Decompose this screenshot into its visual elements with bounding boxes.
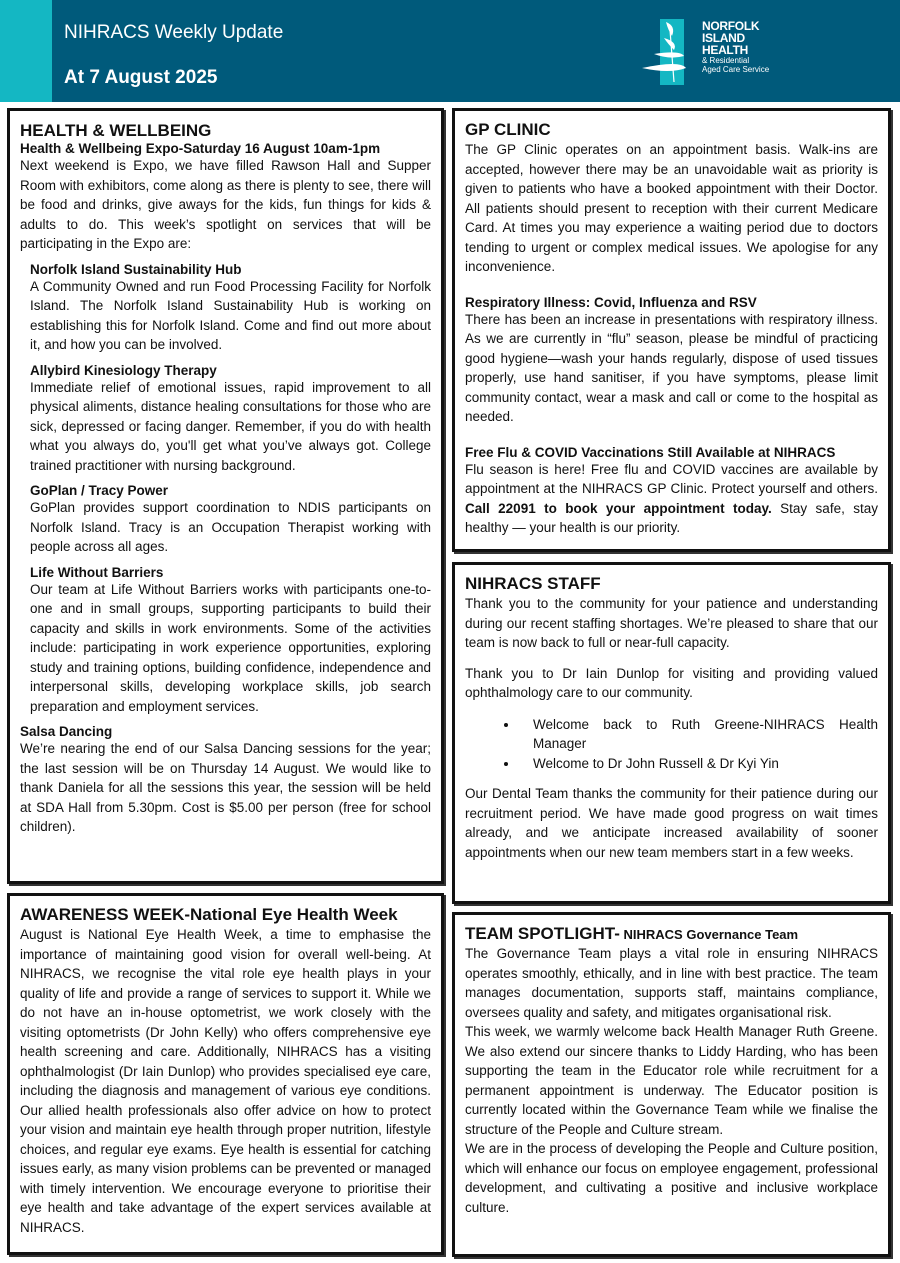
header-accent-bar bbox=[0, 0, 52, 102]
gp-intro: The GP Clinic operates on an appointment basis. Walk-ins are accepted, however there may be an unavoidable wait as priority is given to patients who have a booked appointment with their Doctor. All patients should present to reception with their current Medicare Card. At times you may experience a waiting period due to doctors tending to urgent or complex medical issues. We apologise for any inconvenience. bbox=[465, 142, 878, 274]
service-text: GoPlan provides support coordination to NDIS participants on Norfolk Island. Tracy is an Occupation Therapist working with people across all ages. bbox=[30, 500, 431, 554]
logo-mark-icon bbox=[640, 16, 700, 88]
section-heading: TEAM SPOTLIGHT- NIHRACS Governance Team bbox=[465, 924, 799, 943]
service-item bbox=[20, 483, 431, 557]
spotlight-para: This week, we warmly welcome back Health Manager Ruth Greene. We also extend our sincere thanks to Liddy Harding, who has been supporting the team in the Educator role while recruitment for a permanent appointment is underway. The Educator position is currently located within the Governance Team while we finalise the structure of the People and Culture stream. bbox=[465, 1024, 878, 1137]
respiratory-text: There has been an increase in presentations with respiratory illness. As we are currently in “flu” season, please be mindful of practicing good hygiene—wash your hands regularly, dispose of used tissues properly, use hand sanitiser, if you have symptoms, please limit community contact, wear a mask and call or come to the hospital as needed. bbox=[465, 311, 878, 424]
logo-wordmark: NORFOLK ISLAND HEALTH & Residential Aged Care Service bbox=[702, 19, 770, 74]
service-text: Immediate relief of emotional issues, rapid improvement to all physical aliments, distance healing consultations for those who are sick, depressed or facing danger. Remember, if you do with health what you always do, you'll get what you’ve always got. College trained practitioner with nursing background. bbox=[30, 379, 431, 473]
section-heading: HEALTH & WELLBEING bbox=[20, 121, 212, 140]
nihracs-staff-section bbox=[452, 562, 891, 904]
salsa-text: We’re nearing the end of our Salsa Dancing sessions for the year; the last session will be on Thursday 14 August. We would like to thank Daniela for all the sessions this year, the session will be held at SDA Hall from 5.30pm. Cost is $5.00 per person (free for school children). bbox=[20, 741, 431, 834]
service-text: Our team at Life Without Barriers works with participants one-to-one and in small groups, supporting participants to build their capacity and skills in work environments. Some of the activities include: participating in work experience opportunities, exploring study and training options, building confidence, independence and interpersonal skills, developing workplace skills, job search preparation and employment services. bbox=[30, 581, 431, 714]
vaccine-title: Free Flu & COVID Vaccinations Still Available at NIHRACS bbox=[465, 444, 836, 460]
service-title: GoPlan / Tracy Power bbox=[30, 483, 169, 498]
newsletter-date: At 7 August 2025 bbox=[64, 67, 218, 88]
health-wellbeing-section bbox=[7, 108, 444, 884]
list-item: • Welcome to Dr John Russell & Dr Kyi Yin bbox=[519, 754, 878, 774]
gp-clinic-section bbox=[452, 108, 891, 552]
salsa-item bbox=[20, 724, 431, 837]
vaccine-call-to-action: Call 22091 to book your appointment today. bbox=[465, 500, 772, 516]
service-item bbox=[20, 565, 431, 717]
spotlight-para: The Governance Team plays a vital role in ensuring NIHRACS operates smoothly, ethically, and in line with best practice. The team manages documentation, supports staff, maintains compliance, oversees quality and safety, and mitigates organisational risk. bbox=[465, 946, 878, 1020]
service-text: A Community Owned and run Food Processing Facility for Norfolk Island. The Norfolk Island Sustainability Hub is working on establishing this for Norfolk Island. Come and find out more about it, and how you can be involved. bbox=[30, 278, 431, 352]
respiratory-title: Respiratory Illness: Covid, Influenza and RSV bbox=[465, 294, 757, 310]
section-heading: AWARENESS WEEK-National Eye Health Week bbox=[20, 905, 398, 924]
service-item bbox=[20, 262, 431, 355]
service-title: Allybird Kinesiology Therapy bbox=[30, 362, 217, 378]
service-item bbox=[20, 363, 431, 476]
nihracs-logo bbox=[640, 16, 810, 92]
awareness-text: August is National Eye Health Week, a time to emphasise the importance of maintaining good vision for overall well-being. At NIHRACS, we recognise the vital role eye health plays in your quality of life and provide a range of services to support it. While we do not have an in-house optometrist, we work closely with the visiting optometrists (Dr John Kelly) who offers comprehensive eye health screening and care. Additionally, NIHRACS has a visiting ophthalmologist (Dr Iain Dunlop) who provides specialised eye care, including the diagnosis and management of various eye conditions. Our allied health professionals also offer advice on how to protect your vision and maintain eye health through proper nutrition, lifestyle choices, and regular eye exams. Eye health is essential for catching issues early, as many vision problems can be prevented or managed with timely intervention. We encourage everyone to prioritise their eye health and take advantage of the expert services available at NIHRACS. bbox=[20, 927, 431, 1235]
service-title: Norfolk Island Sustainability Hub bbox=[30, 261, 242, 277]
spotlight-para: We are in the process of developing the People and Culture position, which will enhance our focus on employee engagement, professional development, and cultivating a positive and inclusive workplace culture. bbox=[465, 1141, 878, 1215]
staff-para: Our Dental Team thanks the community for their patience during our recruitment period. We have made good progress on wait times already, and we anticipate increased availability of sooner appointments when our new team members start in a few weeks. bbox=[465, 786, 878, 860]
newsletter-header bbox=[0, 0, 900, 102]
section-heading: NIHRACS STAFF bbox=[465, 574, 601, 593]
awareness-week-section bbox=[7, 893, 444, 1255]
staff-para: Thank you to Dr Iain Dunlop for visiting and providing valued ophthalmology care to our community. bbox=[465, 665, 878, 700]
spotlight-team-name: NIHRACS Governance Team bbox=[619, 927, 799, 942]
list-item: • Welcome back to Ruth Greene-NIHRACS Health Manager bbox=[519, 715, 878, 754]
team-spotlight-section bbox=[452, 912, 891, 1257]
section-heading: GP CLINIC bbox=[465, 120, 551, 139]
expo-subheading: Health & Wellbeing Expo-Saturday 16 August 10am-1pm bbox=[20, 141, 381, 156]
staff-welcome-list bbox=[465, 715, 878, 774]
salsa-title: Salsa Dancing bbox=[20, 724, 113, 739]
newsletter-title: NIHRACS Weekly Update bbox=[64, 22, 284, 43]
staff-para: Thank you to the community for your patience and understanding during our recent staffing shortages. We’re pleased to share that our team is now back to full or near-full capacity. bbox=[465, 596, 878, 650]
expo-intro: Next weekend is Expo, we have filled Rawson Hall and Supper Room with exhibitors, come along as there is plenty to see, there will be food and drinks, give aways for the kids, fun things for kids & adults to do. This week’s spotlight on services that will be participating in the Expo are: bbox=[20, 158, 431, 251]
vaccine-text: Flu season is here! Free flu and COVID vaccines are available by appointment at the NIHRACS GP Clinic. Protect yourself and others. Call 22091 to book your appointment today. Stay safe, stay healthy — your health is our priority. bbox=[465, 461, 878, 535]
service-title: Life Without Barriers bbox=[30, 564, 164, 580]
